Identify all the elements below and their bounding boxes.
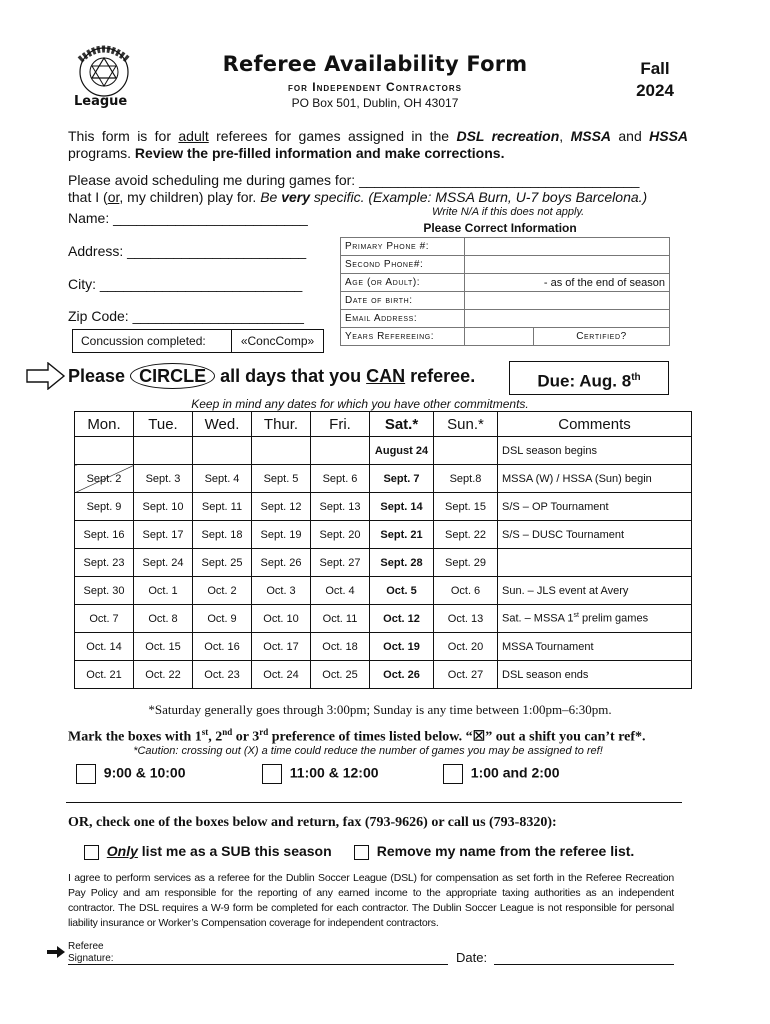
calendar-header-cell: Fri. (311, 412, 370, 437)
availability-calendar (74, 411, 692, 689)
calendar-date-cell[interactable]: Oct. 16 (193, 633, 252, 661)
sub-checkbox[interactable] (84, 845, 99, 860)
calendar-row (75, 633, 692, 661)
email-value[interactable] (465, 310, 670, 328)
second-phone-value[interactable] (465, 256, 670, 274)
calendar-row (75, 661, 692, 689)
calendar-date-cell[interactable]: Oct. 23 (193, 661, 252, 689)
calendar-date-cell[interactable]: Oct. 20 (434, 633, 498, 661)
signature-arrow-icon (46, 945, 66, 964)
calendar-date-cell[interactable]: Sept. 7 (370, 465, 434, 493)
calendar-date-cell[interactable]: Sept. 29 (434, 549, 498, 577)
calendar-date-cell[interactable]: Sept. 25 (193, 549, 252, 577)
calendar-date-cell[interactable]: August 24 (370, 437, 434, 465)
calendar-header-cell: Wed. (193, 412, 252, 437)
calendar-date-cell[interactable]: Oct. 2 (193, 577, 252, 605)
calendar-date-cell[interactable]: Sept. 14 (370, 493, 434, 521)
name-field[interactable]: Name: _________________________ (68, 210, 308, 226)
calendar-date-cell[interactable]: Oct. 18 (311, 633, 370, 661)
circle-word: CIRCLE (130, 363, 215, 389)
due-date-box: Due: Aug. 8th (509, 361, 669, 395)
calendar-header-cell: Comments (498, 412, 692, 437)
address-field[interactable]: Address: _______________________ (68, 243, 307, 259)
calendar-row (75, 549, 692, 577)
or-heading: OR, check one of the boxes below and return, fax (793-9626) or call us (793-8320): (68, 815, 557, 830)
calendar-row (75, 437, 692, 465)
primary-phone-value[interactable] (465, 238, 670, 256)
calendar-row (75, 493, 692, 521)
calendar-date-cell[interactable]: Oct. 26 (370, 661, 434, 689)
calendar-date-cell[interactable]: Sept. 23 (75, 549, 134, 577)
date-line[interactable] (494, 964, 674, 965)
time-2-checkbox[interactable] (262, 764, 282, 784)
calendar-date-cell[interactable]: Oct. 3 (252, 577, 311, 605)
concussion-value[interactable]: «ConcComp» (240, 334, 315, 348)
calendar-date-cell[interactable]: Oct. 27 (434, 661, 498, 689)
calendar-row (75, 577, 692, 605)
signature-line[interactable] (68, 964, 448, 965)
calendar-header-cell: Sat.* (370, 412, 434, 437)
calendar-date-cell[interactable]: Sept. 17 (134, 521, 193, 549)
calendar-date-cell[interactable]: Oct. 25 (311, 661, 370, 689)
season-name: Fall (640, 59, 670, 78)
calendar-date-cell[interactable]: Sept. 2 (75, 465, 134, 493)
keep-in-mind-note: Keep in mind any dates for which you have other commitments. (191, 397, 529, 411)
time-3-checkbox[interactable] (443, 764, 463, 784)
calendar-comment: DSL season begins (498, 437, 692, 465)
calendar-date-cell[interactable]: Oct. 9 (193, 605, 252, 633)
na-note: Write N/A if this does not apply. (432, 206, 585, 218)
calendar-date-cell[interactable]: Sept. 27 (311, 549, 370, 577)
info-row: Second Phone#: (341, 256, 670, 274)
calendar-date-cell[interactable]: Sept. 22 (434, 521, 498, 549)
time-option-1[interactable]: 9:00 & 10:00 (76, 764, 186, 784)
remove-option[interactable]: Remove my name from the referee list. (354, 843, 634, 860)
calendar-date-cell[interactable] (311, 437, 370, 465)
calendar-date-cell[interactable]: Sept. 24 (134, 549, 193, 577)
calendar-date-cell[interactable]: Oct. 7 (75, 605, 134, 633)
season-label (620, 58, 690, 102)
calendar-date-cell[interactable]: Sept. 19 (252, 521, 311, 549)
info-row: Age (or Adult): - as of the end of season (341, 274, 670, 292)
avoid-scheduling-field[interactable]: ____________________________________ (359, 172, 640, 188)
calendar-date-cell[interactable]: Oct. 8 (134, 605, 193, 633)
calendar-comment: MSSA Tournament (498, 633, 692, 661)
info-row: Years Refereeing: Certified? (341, 328, 670, 346)
calendar-header-row (75, 412, 692, 437)
calendar-date-cell[interactable] (134, 437, 193, 465)
calendar-header-cell: Mon. (75, 412, 134, 437)
calendar-date-cell[interactable]: Sept. 10 (134, 493, 193, 521)
zip-field[interactable]: Zip Code: ______________________ (68, 308, 304, 324)
dsl-logo (60, 44, 150, 114)
certified-label[interactable]: Certified? (534, 328, 670, 346)
calendar-date-cell[interactable]: Oct. 11 (311, 605, 370, 633)
form-title: Referee Availability Form (222, 52, 528, 76)
info-row: Primary Phone #: (341, 238, 670, 256)
sub-option[interactable]: Only list me as a SUB this season (84, 843, 332, 860)
time-option-3[interactable]: 1:00 and 2:00 (443, 764, 560, 784)
calendar-date-cell[interactable]: Sept. 28 (370, 549, 434, 577)
calendar-comment: MSSA (W) / HSSA (Sun) begin (498, 465, 692, 493)
calendar-date-cell[interactable]: Oct. 19 (370, 633, 434, 661)
section-divider (66, 802, 682, 803)
calendar-date-cell[interactable]: Oct. 24 (252, 661, 311, 689)
calendar-date-cell[interactable]: Sept. 21 (370, 521, 434, 549)
preference-instruction: Mark the boxes with 1st, 2nd or 3rd preference of times listed below. “☒” out a shift you can’t ref*. (68, 727, 646, 745)
calendar-date-cell[interactable]: Sept. 15 (434, 493, 498, 521)
info-row: Email Address: (341, 310, 670, 328)
calendar-date-cell[interactable]: Oct. 1 (134, 577, 193, 605)
date-label: Date: (456, 950, 488, 965)
circle-instruction: Please CIRCLE all days that you CAN referee. (68, 363, 475, 389)
avoid-scheduling: Please avoid scheduling me during games for: ____________________________________ that I (or, my children) play for. Be very specific. (Example: MSSA Burn, U-7 boys Barcelona.) (68, 172, 648, 205)
calendar-date-cell[interactable]: Sept. 5 (252, 465, 311, 493)
calendar-date-cell[interactable]: Oct. 15 (134, 633, 193, 661)
calendar-comment: Sun. – JLS event at Avery (498, 577, 692, 605)
form-subtitle: for Independent Contractors (288, 80, 462, 94)
calendar-header-cell: Tue. (134, 412, 193, 437)
calendar-date-cell[interactable]: Oct. 13 (434, 605, 498, 633)
time-1-checkbox[interactable] (76, 764, 96, 784)
time-option-2[interactable]: 11:00 & 12:00 (262, 764, 379, 784)
calendar-date-cell[interactable] (75, 437, 134, 465)
age-value[interactable]: - as of the end of season (465, 274, 670, 292)
calendar-comment: Sat. – MSSA 1st prelim games (498, 605, 692, 633)
calendar-date-cell[interactable]: Sept. 30 (75, 577, 134, 605)
intro-paragraph: This form is for adult referees for games assigned in the DSL recreation, MSSA and HSSA programs. Review the pre-filled information and make corrections. (68, 128, 689, 161)
calendar-date-cell[interactable]: Sept. 12 (252, 493, 311, 521)
years-value[interactable] (465, 328, 534, 346)
calendar-date-cell[interactable]: Oct. 6 (434, 577, 498, 605)
calendar-date-cell[interactable] (252, 437, 311, 465)
calendar-date-cell[interactable]: Sept. 26 (252, 549, 311, 577)
calendar-date-cell[interactable]: Sept. 3 (134, 465, 193, 493)
calendar-date-cell[interactable]: Oct. 17 (252, 633, 311, 661)
calendar-comment (498, 549, 692, 577)
calendar-date-cell[interactable]: Oct. 5 (370, 577, 434, 605)
calendar-date-cell[interactable] (193, 437, 252, 465)
city-field[interactable]: City: __________________________ (68, 276, 303, 292)
league-address: PO Box 501, Dublin, OH 43017 (291, 96, 459, 110)
concussion-box (72, 329, 324, 353)
calendar-comment: S/S – DUSC Tournament (498, 521, 692, 549)
calendar-date-cell[interactable]: Sept. 6 (311, 465, 370, 493)
calendar-date-cell[interactable]: Sept. 20 (311, 521, 370, 549)
calendar-row (75, 521, 692, 549)
calendar-footnote: *Saturday generally goes through 3:00pm; Sunday is any time between 1:00pm–6:30pm. (148, 702, 612, 717)
dob-value[interactable] (465, 292, 670, 310)
calendar-date-cell[interactable]: Oct. 22 (134, 661, 193, 689)
calendar-comment: S/S – OP Tournament (498, 493, 692, 521)
caution-note: *Caution: crossing out (X) a time could reduce the number of games you may be assigned to ref! (133, 745, 603, 757)
info-row: Date of birth: (341, 292, 670, 310)
calendar-header-cell: Sun.* (434, 412, 498, 437)
calendar-date-cell[interactable]: Sept. 9 (75, 493, 134, 521)
calendar-date-cell[interactable] (434, 437, 498, 465)
calendar-date-cell[interactable]: Oct. 4 (311, 577, 370, 605)
calendar-date-cell[interactable]: Oct. 12 (370, 605, 434, 633)
calendar-date-cell[interactable]: Oct. 21 (75, 661, 134, 689)
agreement-text: I agree to perform services as a referee for the Dublin Soccer League (DSL) for compensation as set forth in the Referee Recreation Pay Policy and am responsible for the reporting of any earned income to the appropriate taxing authorities as an independent contractor. The DSL requires a W-9 form be completed for each contractor. The Dublin Soccer League is not responsible for personal liability insurance or Worker’s Compensation coverage for independent contractors. (68, 872, 674, 929)
remove-checkbox[interactable] (354, 845, 369, 860)
calendar-comment: DSL season ends (498, 661, 692, 689)
arrow-icon (26, 362, 66, 395)
season-year: 2024 (636, 81, 674, 100)
signature-label: Referee Signature: (68, 941, 114, 964)
calendar-date-cell[interactable]: Sept. 4 (193, 465, 252, 493)
logo-league-text: League (74, 94, 128, 109)
calendar-date-cell[interactable]: Sept. 11 (193, 493, 252, 521)
calendar-row (75, 465, 692, 493)
calendar-date-cell[interactable]: Sept. 13 (311, 493, 370, 521)
calendar-row (75, 605, 692, 633)
info-table (340, 237, 670, 346)
info-heading: Please Correct Information (423, 221, 577, 235)
calendar-date-cell[interactable]: Sept. 18 (193, 521, 252, 549)
concussion-label: Concussion completed: (73, 330, 232, 352)
calendar-date-cell[interactable]: Oct. 10 (252, 605, 311, 633)
calendar-header-cell: Thur. (252, 412, 311, 437)
calendar-date-cell[interactable]: Sept.8 (434, 465, 498, 493)
calendar-date-cell[interactable]: Oct. 14 (75, 633, 134, 661)
calendar-date-cell[interactable]: Sept. 16 (75, 521, 134, 549)
